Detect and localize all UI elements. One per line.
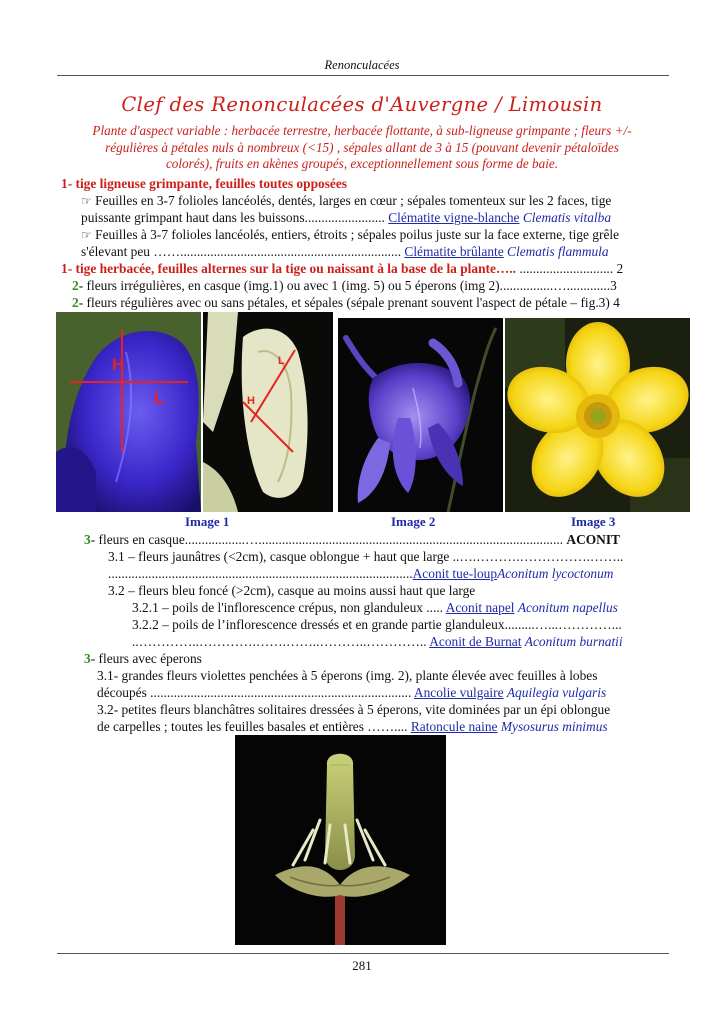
buttercup-illustration (505, 318, 690, 512)
myosurus-minimus-latin: Mysosurus minimus (500, 719, 608, 734)
key3b-2-line: 3.2- petites fleurs blanchâtres solitaires dressées à 5 éperons, vite dominées par un épi oblongue (97, 702, 611, 717)
clematis-flammula-link[interactable]: Clématite brûlante (404, 244, 504, 259)
aconitum-lycoctonum-latin: Aconitum lycoctonum (497, 566, 614, 581)
key3b-1-dots: découpés .............................................................................. (97, 685, 412, 700)
pointing-hand-icon: ☞ (81, 228, 92, 242)
key3-1-line: 3.1 – fleurs jaunâtres (<2cm), casque oblongue + haut que large ..….……….…………….…….. (108, 549, 624, 564)
intro-line: colorés), fruits en akènes groupés, exceptionnellement sous forme de baie. (165, 156, 559, 171)
key1b-tail: ............................ 2 (519, 261, 624, 276)
key3-1-dots: ........................................................................................... (108, 566, 413, 581)
key3b-2-dots: de carpelles ; toutes les feuilles basales et entières …….... (97, 719, 408, 734)
columbine-photo (338, 318, 503, 512)
clematis-vitalba-latin: Clematis vitalba (522, 210, 612, 225)
key3-2-line: 3.2 – fleurs bleu foncé (>2cm), casque au moins aussi haut que large (108, 583, 476, 598)
key2-text: - fleurs irrégulières, en casque (img.1) ou avec 1 (img. 5) ou 5 éperons (img 2)................….............3 (78, 278, 617, 293)
aconite-helmet-illustration (56, 312, 201, 512)
myosurus-illustration (235, 735, 446, 945)
intro-line: Plante d'aspect variable : herbacée terrestre, herbacée flottante, à sub-ligneuse grimpante ; fleurs +/- (92, 123, 632, 138)
intro-paragraph (72, 123, 652, 173)
clematis-vitalba-link[interactable]: Clématite vigne-blanche (388, 210, 520, 225)
columbine-illustration (338, 318, 503, 512)
key1-heading: 1- tige ligneuse grimpante, feuilles toutes opposées (61, 176, 348, 191)
key3b-2-cont (97, 718, 608, 735)
aquilegia-vulgaris-latin: Aquilegia vulgaris (506, 685, 607, 700)
image-3-caption: Image 3 (571, 514, 616, 529)
key1-item-1-cont (81, 209, 611, 226)
aconite-helmet-photo (56, 312, 201, 512)
aconitum-burnatii-latin: Aconitum burnatii (524, 634, 623, 649)
key3-number: 3 (84, 532, 91, 547)
length-mark: L (278, 355, 285, 367)
aquilegia-vulgaris-link[interactable]: Ancolie vulgaire (413, 685, 504, 700)
running-header: Renonculacées (324, 58, 400, 72)
key1-item-1-dots: puissante grimpant haut dans les buissons........................ (81, 210, 385, 225)
pointing-hand-icon: ☞ (81, 194, 92, 208)
key1-item-2-text: Feuilles à 3-7 folioles lancéolés, entiers, étroits ; sépales poilus juste sur la face externe, tige grêle (95, 227, 620, 242)
key2-number: 2 (72, 295, 79, 310)
key3b-1-line: 3.1- grandes fleurs violettes penchées à 5 éperons (img. 2), plante élevée avec feuilles à lobes (97, 668, 598, 683)
clematis-flammula-latin: Clematis flammula (507, 244, 609, 259)
aconitum-napellus-link[interactable]: Aconit napel (445, 600, 515, 615)
key3-2-2-line: 3.2.2 – poils de l’inflorescence dressés et en grande partie glanduleux.........…...…………... (132, 617, 622, 632)
page-title: Clef des Renonculacées d'Auvergne / Limousin (121, 93, 603, 116)
header-rule (57, 75, 669, 76)
aconite-pale-photo (203, 312, 333, 512)
aconitum-napellus-latin: Aconitum napellus (517, 600, 618, 615)
footer-rule (57, 953, 669, 954)
key1-item-2 (81, 226, 619, 244)
aconite-pale-illustration (203, 312, 333, 512)
key1-item-2-dots: s'élevant peu …….................................................................. (81, 244, 402, 259)
key3-2-1-text: 3.2.1 – poils de l'inflorescence crépus, non glanduleux ..... (132, 600, 444, 615)
key1b-line (61, 260, 623, 277)
key3-1-cont (108, 565, 613, 582)
key3-number: 3 (84, 651, 91, 666)
aconitum-burnatii-link[interactable]: Aconit de Burnat (429, 634, 522, 649)
key1-item-1 (81, 192, 611, 210)
key3-spurs (84, 650, 202, 667)
key3-2-2-cont (132, 633, 623, 650)
key1-item-1-text: Feuilles en 3-7 folioles lancéolés, dentés, larges en cœur ; sépales tomenteux sur les 2 faces, tige (95, 193, 612, 208)
buttercup-photo (505, 318, 690, 512)
length-mark: L (154, 389, 165, 408)
key3-helmet-text: - fleurs en casque..................…........................................................................................... (90, 532, 564, 547)
key3b-1-cont (97, 684, 606, 701)
image-1-caption: Image 1 (185, 514, 230, 529)
page-number: 281 (352, 958, 372, 973)
aconit-result: ACONIT (566, 532, 620, 547)
image-2-caption: Image 2 (391, 514, 436, 529)
myosurus-photo (235, 735, 446, 945)
key2-number: 2 (72, 278, 79, 293)
key2-option-1 (72, 277, 617, 294)
key2-option-2 (72, 294, 620, 311)
height-mark: H (112, 355, 125, 374)
key2-text: - fleurs régulières avec ou sans pétales, et sépales (sépale prenant souvent l'aspect de pétale – fig.3) 4 (78, 295, 620, 310)
key1-item-2-cont (81, 243, 609, 260)
key3-2-2-dots: ..…………..………….…….……..………..………….. (132, 634, 427, 649)
height-mark: H (247, 395, 255, 407)
key3-helmet (84, 531, 620, 548)
key1b-heading: 1- tige herbacée, feuilles alternes sur la tige ou naissant à la base de la plante….. (61, 261, 517, 276)
aconitum-lycoctonum-link[interactable]: Aconit tue-loup (412, 566, 498, 581)
myosurus-minimus-link[interactable]: Ratoncule naine (410, 719, 498, 734)
intro-line: régulières à pétales nuls à nombreux (<15) , sépales allant de 3 à 15 (pouvant devenir pétaloïdes (105, 139, 619, 155)
key3-2-1-line (132, 599, 618, 616)
key3-spurs-text: - fleurs avec éperons (90, 651, 202, 666)
